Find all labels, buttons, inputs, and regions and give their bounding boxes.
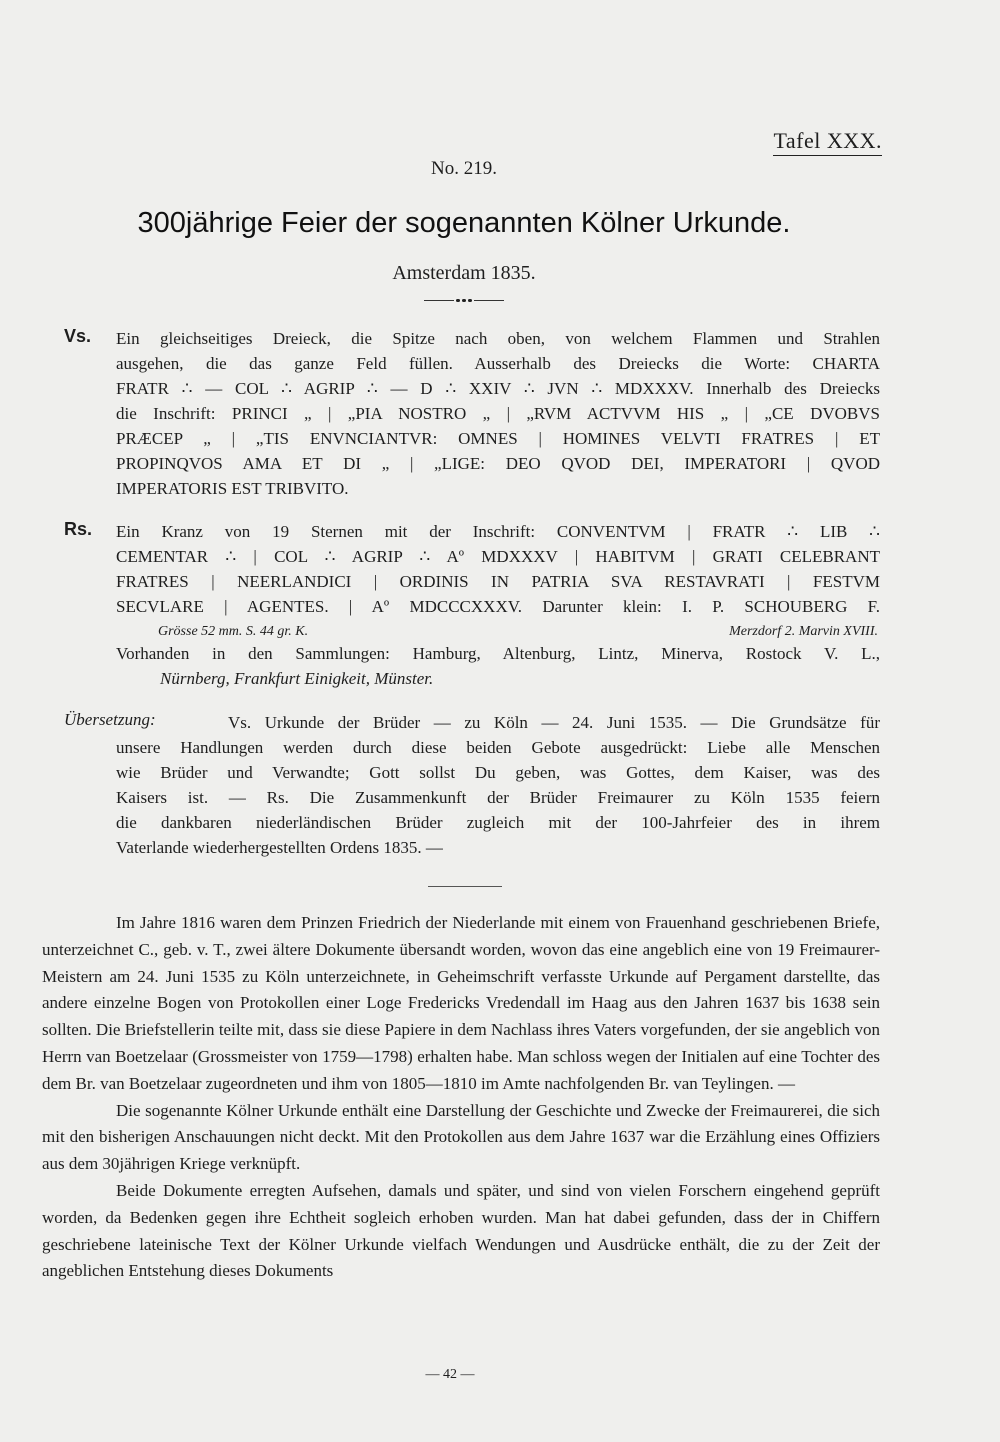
text-line: Kaisers ist. — Rs. Die Zusammenkunft der Brüder Freimaurer zu Köln 1535 feiern [116,788,880,807]
plate-label: Tafel XXX. [773,128,882,156]
text-line: Vaterlande wiederhergestellten Ordens 1835. — [116,838,443,857]
text-line: FRATRES | NEERLANDICI | ORDINIS IN PATRIA SVA RESTAVRATI | FESTVM [116,572,880,591]
section-divider [428,886,502,887]
reverse-marker: Rs. [64,519,93,539]
text-line: unsere Handlungen werden durch diese beiden Gebote ausgedrückt: Liebe alle Menschen [116,738,880,757]
availability-line: Vorhanden in den Sammlungen: Hamburg, Altenburg, Lintz, Minerva, Rostock V. L., [116,644,880,663]
translation-label: Übersetzung: [64,710,156,729]
place-date: Amsterdam 1835. [392,262,536,284]
text-line: FRATR ∴ — COL ∴ AGRIP ∴ — D ∴ XXIV ∴ JVN ∴ MDXXXV. Innerhalb des Dreiecks [116,379,880,398]
text-line: die Inschrift: PRINCI „ | „PIA NOSTRO „ | „RVM ACTVVM HIS „ | „CE DVOBVS [116,404,880,423]
text-line: CEMENTAR ∴ | COL ∴ AGRIP ∴ Aº MDXXXV | HABITVM | GRATI CELEBRANT [116,547,880,566]
page-title: 300jährige Feier der sogenannten Kölner Urkunde. [137,207,791,239]
text-line: IMPERATORIS EST TRIBVITO. [116,479,349,498]
entry-number: No. 219. [431,158,497,179]
references: Merzdorf 2. Marvin XVIII. [729,624,878,639]
paragraph: Im Jahre 1816 waren dem Prinzen Friedrich der Niederlande mit einem von Frauenhand geschriebenen Briefe, unterzeichnet C., geb. v. T., zwei ältere Dokumente übersandt worden, wovon das eine angeblich eine von 19 Freimaurer-Meistern am 24. Juni 1535 zu Köln unterzeichnete, in Geheimschrift verfasste Urkunde auf Pergament darstellte, das andere einzelne Bogen von Protokollen einer Loge Fredericks Vredendall im Haag aus den Jahren 1637 bis 1638 sein sollten. Die Briefstellerin teilte mit, dass sie diese Papiere in dem Nachlass ihres Vaters vorgefunden, der sie angeblich von Herrn van Boetzelaar (Grossmeister von 1759—1798) erhalten habe. Man schloss wegen der Initialen auf eine Tochter des dem Br. van Boetzelaar zugeordneten und ihm von 1805—1810 im Amte nachfolgenden Br. van Teylingen. — [42,913,880,1093]
text-line: PRÆCEP „ | „TIS ENVNCIANTVR: OMNES | HOMINES VELVTI FRATRES | ET [116,429,880,448]
paragraph: Die sogenannte Kölner Urkunde enthält eine Darstellung der Geschichte und Zwecke der Freimaurerei, die sich mit den bisherigen Anschauungen nicht deckt. Mit den Protokollen aus dem Jahre 1637 war die Erzählung eines Offiziers aus dem 30jährigen Kriege verknüpft. [42,1100,880,1174]
availability-line: Nürnberg, Frankfurt Einigkeit, Münster. [160,669,434,688]
ornament-divider [424,299,504,303]
paragraph: Beide Dokumente erregten Aufsehen, damals und später, und sind von vielen Forschern eingehend geprüft worden, da Bedenken gegen ihre Echtheit sogleich erhoben wurden. Man hat dabei gefunden, dass der in Chiffern geschriebene lateinische Text der Kölner Urkunde vielfach Wendungen und Ausdrücke enthält, die zu der Zeit der angeblichen Entstehung dieses Dokuments [42,1180,880,1281]
size-weight: Grösse 52 mm. S. 44 gr. K. [158,624,309,639]
text-line: Ein Kranz von 19 Sternen mit der Inschrift: CONVENTVM | FRATR ∴ LIB ∴ [116,522,880,541]
text-line: Ein gleichseitiges Dreieck, die Spitze nach oben, von welchem Flammen und Strahlen [116,329,880,348]
reverse-description [116,519,880,691]
text-line: Vs. Urkunde der Brüder — zu Köln — 24. Juni 1535. — Die Grundsätze für [228,713,880,732]
obverse-description [116,326,880,501]
page-number: — 42 — [425,1367,475,1382]
text-line: wie Brüder und Verwandte; Gott sollst Du geben, was Gottes, dem Kaiser, was des [116,763,880,782]
measurements-line [116,619,880,641]
text-line: PROPINQVOS AMA ET DI „ | „LIGE: DEO QVOD DEI, IMPERATORI | QVOD [116,454,880,473]
text-line: ausgehen, die das ganze Feld füllen. Ausserhalb des Dreiecks die Worte: CHARTA [116,354,880,373]
obverse-marker: Vs. [64,326,92,346]
text-line: die dankbaren niederländischen Brüder zugleich mit der 100-Jahrfeier des in ihrem [116,813,880,832]
text-line: SECVLARE | AGENTES. | Aº MDCCCXXXV. Darunter klein: I. P. SCHOUBERG F. [116,597,880,616]
body-text [42,910,880,1285]
translation-text [116,735,880,860]
translation-first-line [228,710,880,735]
